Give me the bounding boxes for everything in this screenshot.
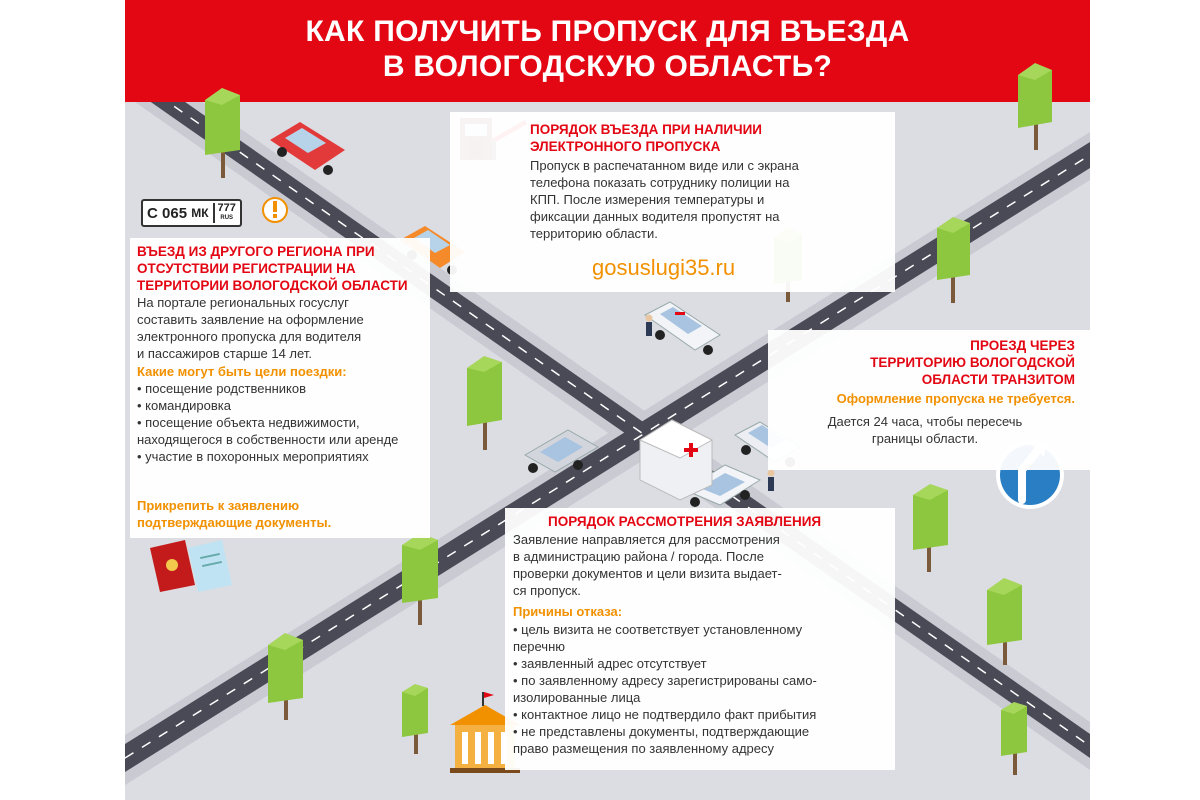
heading-line: ОБЛАСТИ ТРАНЗИТОМ — [921, 372, 1075, 387]
heading-line: ТЕРРИТОРИИ ВОЛОГОДСКОЙ ОБЛАСТИ — [137, 278, 408, 293]
title-line-2: В ВОЛОГОДСКУЮ ОБЛАСТЬ? — [382, 50, 833, 83]
purposes-title: Какие могут быть цели поездки: — [137, 364, 347, 379]
plate-series: МК — [191, 206, 209, 220]
text-line: Заявление направляется для рассмотрения — [513, 532, 780, 547]
list-item: • посещение родственников — [137, 380, 432, 397]
list-item: перечню — [513, 639, 565, 654]
text-line: составить заявление на оформление — [137, 312, 364, 327]
list-item: право размещения по заявленному адресу — [513, 741, 775, 756]
plate-series: С — [147, 204, 158, 222]
police-officer-icon — [768, 470, 775, 492]
heading-line: ТЕРРИТОРИЮ ВОЛОГОДСКОЙ — [870, 355, 1075, 370]
list-item: • контактное лицо не подтвердило факт прибытия — [513, 707, 817, 722]
other-region-text — [137, 294, 432, 362]
title-line-1: КАК ПОЛУЧИТЬ ПРОПУСК ДЛЯ ВЪЕЗДА — [305, 15, 910, 48]
purposes-list — [137, 380, 432, 465]
text-line: Пропуск в распечатанном виде или с экрана — [530, 158, 799, 173]
transit-heading — [775, 337, 1075, 388]
electronic-pass-text — [530, 157, 885, 242]
gosuslugi-site-link[interactable]: gosuslugi35.ru — [592, 255, 736, 280]
list-item: • посещение объекта недвижимости, находящегося в собственности или аренде — [137, 414, 432, 448]
attach-documents-note — [137, 497, 397, 531]
list-item: • не представлены документы, подтверждающие — [513, 724, 810, 739]
heading-line: ЭЛЕКТРОННОГО ПРОПУСКА — [530, 139, 721, 154]
list-item: • цель визита не соответствует установленному — [513, 622, 803, 637]
review-text — [513, 531, 893, 599]
list-item: • командировка — [137, 397, 432, 414]
note-line: подтверждающие документы. — [137, 515, 332, 530]
list-item: • участие в похоронных мероприятиях — [137, 448, 432, 465]
transit-text — [775, 413, 1075, 447]
heading-line: ПОРЯДОК ВЪЕЗДА ПРИ НАЛИЧИИ — [530, 122, 762, 137]
other-region-heading — [137, 243, 437, 294]
list-item: • заявленный адрес отсутствует — [513, 656, 707, 671]
transit-not-required: Оформление пропуска не требуется. — [836, 391, 1075, 406]
plate-country: RUS — [220, 215, 234, 221]
text-line: и пассажиров старше 14 лет. — [137, 346, 312, 361]
text-line: телефона показать сотруднику полиции на — [530, 175, 790, 190]
plate-region-code: 777 — [217, 202, 236, 214]
note-line: Прикрепить к заявлению — [137, 498, 300, 513]
list-item: изолированные лица — [513, 690, 641, 705]
list-item: • по заявленному адресу зарегистрированы само- — [513, 673, 817, 688]
heading-line: ОТСУТСТВИИ РЕГИСТРАЦИИ НА — [137, 261, 356, 276]
heading-line: ПРОЕЗД ЧЕРЕЗ — [970, 338, 1075, 353]
text-line: границы области. — [871, 431, 979, 446]
text-line: проверки документов и цели визита выдает- — [513, 566, 782, 581]
text-line: Дается 24 часа, чтобы пересечь — [827, 414, 1023, 429]
text-line: территорию области. — [530, 226, 658, 241]
text-line: фиксации данных водителя пропустят на — [530, 209, 780, 224]
plate-region — [213, 203, 236, 223]
text-line: На портале региональных госуслуг — [137, 295, 349, 310]
electronic-pass-heading — [530, 121, 830, 155]
text-line: в администрацию района / города. После — [513, 549, 764, 564]
refusal-title: Причины отказа: — [513, 604, 623, 619]
warning-icon — [263, 198, 287, 222]
page-title — [125, 14, 1090, 84]
refusal-list — [513, 621, 893, 757]
review-heading: ПОРЯДОК РАССМОТРЕНИЯ ЗАЯВЛЕНИЯ — [548, 514, 822, 529]
license-plate — [141, 199, 242, 227]
police-officer-icon — [646, 315, 653, 337]
text-line: ся пропуск. — [513, 583, 581, 598]
plate-number: 065 — [162, 204, 188, 222]
text-line: КПП. После измерения температуры и — [530, 192, 765, 207]
text-line: электронного пропуска для водителя — [137, 329, 362, 344]
heading-line: ВЪЕЗД ИЗ ДРУГОГО РЕГИОНА ПРИ — [137, 244, 375, 259]
